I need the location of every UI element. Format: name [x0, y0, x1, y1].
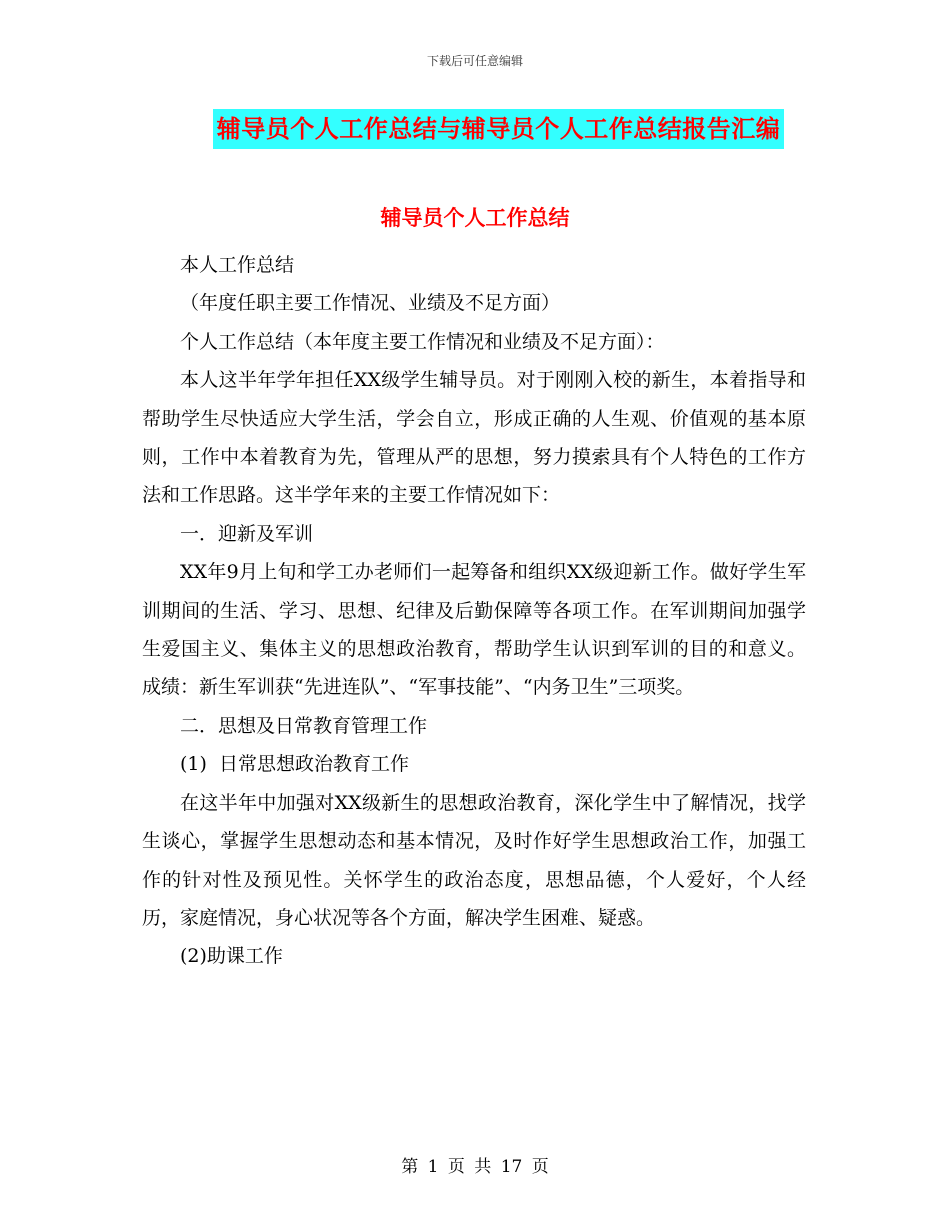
paragraph: （年度任职主要工作情况、业绩及不足方面）: [180, 292, 561, 315]
paragraph: XX年9月上旬和学工办老师们一起筹备和组织XX级迎新工作。做好学生军训期间的生活、学习、思想、纪律及后勤保障等各项工作。在军训期间加强学生爱国主义、集体主义的思想政治教育，帮助学生认识到军训的目的和意义。成绩：新生军训获“先进连队”、“军事技能”、“内务卫生”三项奖。: [142, 561, 806, 699]
paragraph: 个人工作总结（本年度主要工作情况和业绩及不足方面）：: [180, 330, 665, 353]
paragraph: 在这半年中加强对XX级新生的思想政治教育，深化学生中了解情况，找学生谈心，掌握学生思想动态和基本情况，及时作好学生思想政治工作，加强工作的针对性及预见性。关怀学生的政治态度，思想品德，个人爱好，个人经历，家庭情况，身心状况等各个方面，解决学生困难、疑惑。: [142, 791, 806, 929]
page-footer: 第 1 页 共 17 页: [401, 1157, 549, 1177]
paragraph: 本人这半年学年担任XX级学生辅导员。对于刚刚入校的新生，本着指导和帮助学生尽快适应大学生活，学会自立，形成正确的人生观、价值观的基本原则，工作中本着教育为先，管理从严的思想，努力摸索具有个人特色的工作方法和工作思路。这半学年来的主要工作情况如下：: [142, 369, 806, 507]
document-title: 辅导员个人工作总结与辅导员个人工作总结报告汇编: [213, 109, 785, 149]
paragraph: 本人工作总结: [180, 254, 295, 276]
page-header-note: 下载后可任意编辑: [426, 54, 523, 68]
document-title-container: [0, 109, 950, 149]
section-title: 辅导员个人工作总结: [380, 206, 570, 230]
heading-paragraph: 一．迎新及军训: [180, 522, 314, 545]
heading-paragraph: 二．思想及日常教育管理工作: [180, 714, 428, 737]
document-body: [142, 246, 806, 976]
subheading-paragraph: (1) 日常思想政治教育工作: [180, 753, 409, 776]
subheading-paragraph: (2)助课工作: [180, 945, 283, 968]
